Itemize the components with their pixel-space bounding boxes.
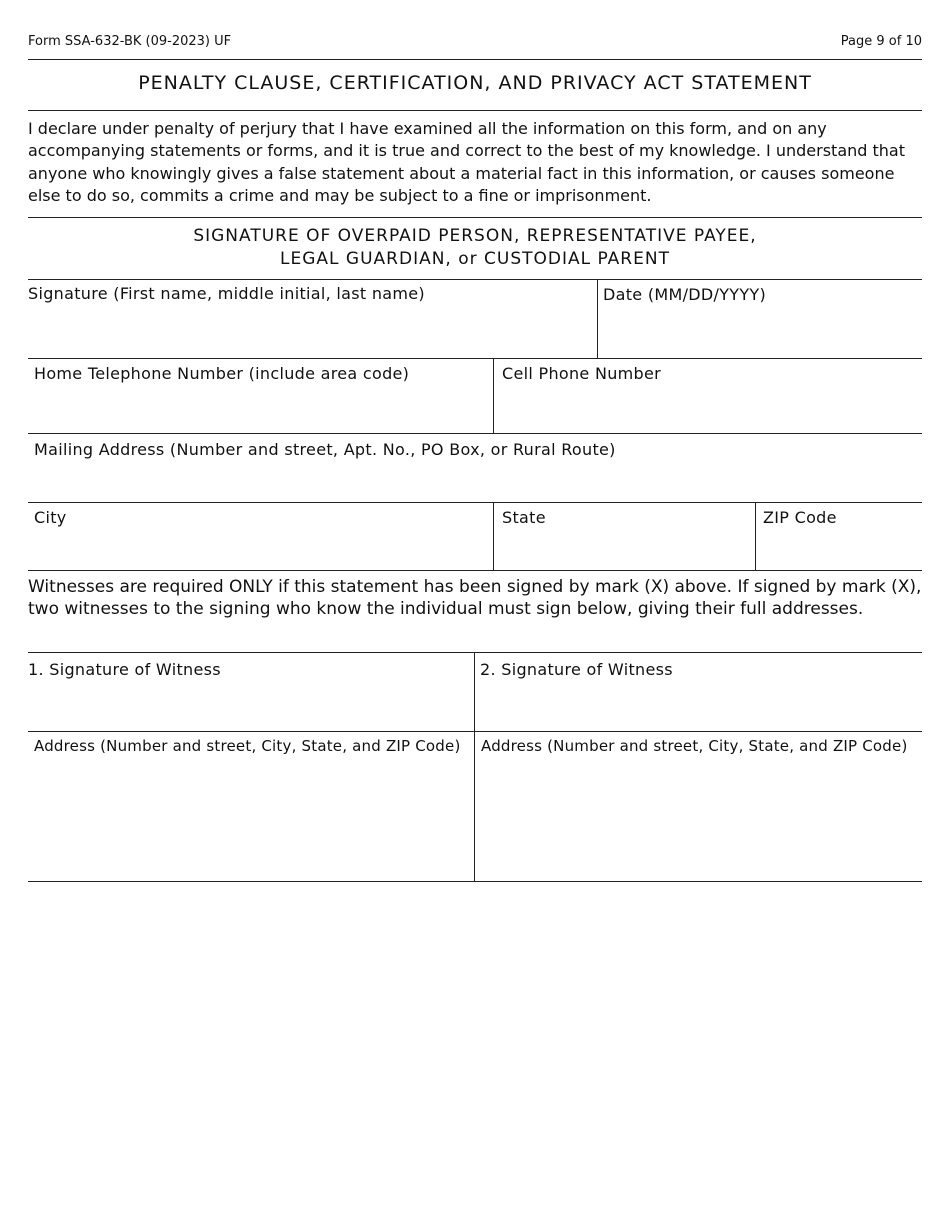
page-number: Page 9 of 10 [840,34,922,49]
witness2-address-label: Address (Number and street, City, State, and ZIP Code) [481,737,908,755]
state-label: State [502,508,546,527]
witness-bottom-divider [28,881,922,882]
row4-divider [28,570,922,571]
city-state-divider [493,502,494,571]
row1-divider [28,358,922,359]
header-divider [28,59,922,60]
penalty-declaration: I declare under penalty of perjury that I have examined all the information on this form, and on any accompanying statements or forms, and it is true and correct to the best of my knowledge. I understand that anyone who knowingly gives a false statement about a material fact in this information, or causes someone else to do so, commits a crime and may be subject to a fine or imprisonment. [28,119,905,205]
city-label: City [34,508,67,527]
cell-phone-field[interactable] [502,388,917,430]
witness2-address-field[interactable] [481,762,917,876]
row3-divider [28,502,922,503]
signature-heading-line1: SIGNATURE OF OVERPAID PERSON, REPRESENTATIVE PAYEE, [193,226,757,246]
zip-field[interactable] [763,532,918,567]
signature-label: Signature (First name, middle initial, last name) [28,284,425,303]
witness1-signature-label: 1. Signature of Witness [28,660,221,679]
city-field[interactable] [34,532,489,567]
witness1-address-field[interactable] [34,762,468,876]
home-phone-label: Home Telephone Number (include area code) [34,364,410,383]
heading-divider [28,279,922,280]
title-divider [28,110,922,111]
mailing-address-label: Mailing Address (Number and street, Apt. No., PO Box, or Rural Route) [34,440,616,459]
state-zip-divider [755,502,756,571]
home-phone-field[interactable] [34,388,489,430]
signature-heading-line2: LEGAL GUARDIAN, or CUSTODIAL PARENT [280,249,670,269]
witness2-signature-label: 2. Signature of Witness [480,660,673,679]
witness1-signature-field[interactable] [30,684,468,728]
phone-divider [493,358,494,434]
date-label: Date (MM/DD/YYYY) [603,285,767,304]
date-field[interactable] [603,308,918,354]
witness1-address-label: Address (Number and street, City, State, and ZIP Code) [34,737,461,755]
cell-phone-label: Cell Phone Number [502,364,662,383]
mailing-address-field[interactable] [34,463,914,499]
witness2-signature-field[interactable] [480,684,918,728]
witness-note: Witnesses are required ONLY if this statement has been signed by mark (X) above. If signed by mark (X), two witnesses to the signing who know the individual must sign below, giving their full addresses. [28,577,922,620]
section-title: PENALTY CLAUSE, CERTIFICATION, AND PRIVACY ACT STATEMENT [138,72,812,94]
witness-column-divider [474,652,475,882]
signature-field[interactable] [30,308,590,354]
signature-date-divider [597,279,598,359]
row2-divider [28,433,922,434]
zip-label: ZIP Code [763,508,837,527]
form-id: Form SSA-632-BK (09-2023) UF [28,34,232,49]
state-field[interactable] [502,532,750,567]
signature-section-heading [28,225,922,271]
witness-sig-divider [28,731,922,732]
declaration-divider [28,217,922,218]
witness-note-divider [28,652,922,653]
